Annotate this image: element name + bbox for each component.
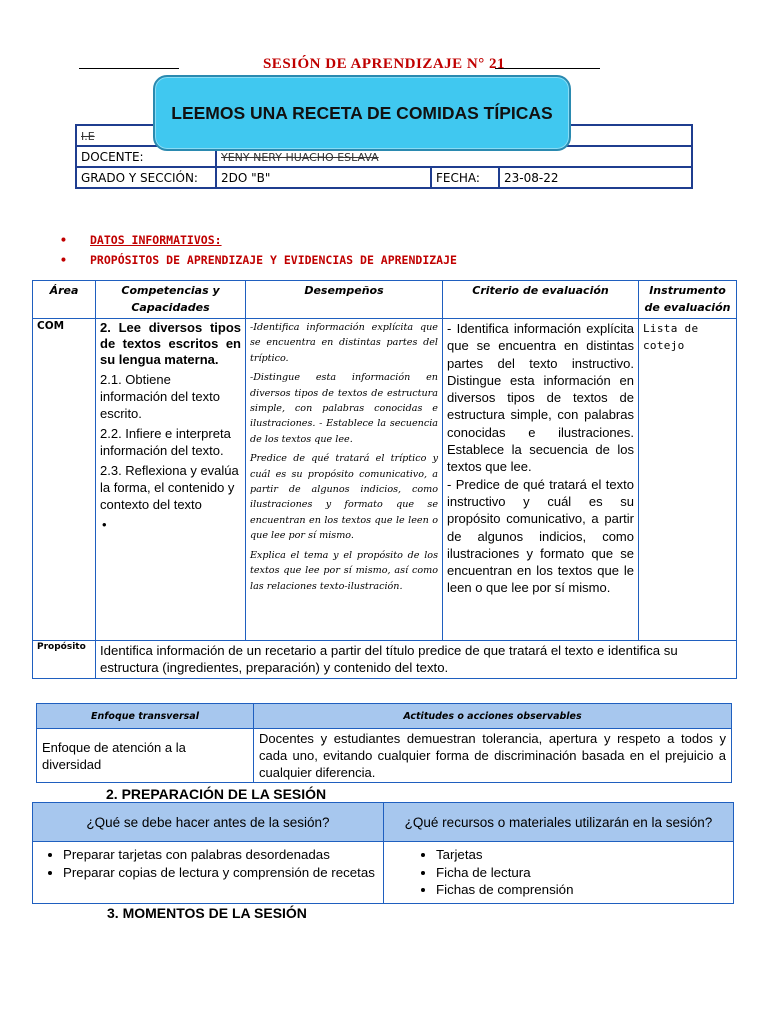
area-cell: COM (33, 319, 96, 641)
capacidad-2: 2.2. Infiere e interpreta información del texto. (100, 426, 231, 458)
grado-value: 2DO "B" (216, 167, 431, 188)
desempeno-2: -Distingue esta información en diversos tipos de textos de estructura simple, con palabras conocidas e ilustraciones. - Establece la secuencia de los textos que lee. (250, 372, 438, 445)
bullet-icon: • (60, 233, 67, 247)
header-desempenos: Desempeños (246, 281, 443, 319)
title-rule-left (79, 68, 179, 69)
preparacion-right-cell (384, 842, 734, 904)
propositos-header-row (33, 281, 737, 319)
desempeno-3: Predice de qué tratará el tríptico y cuál es su propósito comunicativo, a partir de algunos indicios, como ilustraciones y formato que se encuentran en los textos que le leen o que lee por sí mismo. (250, 453, 438, 542)
fecha-value: 23-08-22 (499, 167, 692, 188)
preparacion-header-right: ¿Qué recursos o materiales utilizarán en la sesión? (384, 803, 734, 842)
list-item: • Tarjetas (436, 846, 727, 864)
enfoque-header-row (37, 704, 732, 729)
session-title: SESIÓN DE APRENDIZAJE N° 21 (262, 56, 506, 72)
banner-title: LEEMOS UNA RECETA DE COMIDAS TÍPICAS (171, 102, 553, 123)
list-item: • Preparar copias de lectura y comprensión de recetas (63, 864, 377, 882)
info-row-grado (76, 167, 692, 188)
desempeno-4: Explica el tema y el propósito de los textos que lee por sí mismo, así como las relaciones texto-ilustración. (250, 549, 438, 592)
enfoque-table (36, 703, 732, 783)
desempenos-cell (246, 319, 443, 641)
criterio-1: - Identifica información explícita que se encuentra en distintas partes del texto instructivo. Distingue esta información en diversos tipos de textos de estructura simple, con palabras conocidas e ilustraciones. Establece la secuencia de los textos que lee. (447, 321, 634, 475)
desempeno-1: -Identifica información explícita que se encuentra en distintas partes del tríptico. (250, 322, 438, 364)
preparacion-body-row (33, 842, 734, 904)
enfoque-header-right: Actitudes o acciones observables (254, 704, 732, 729)
antes-list (39, 846, 377, 881)
section-bullets (60, 230, 457, 270)
competencias-cell (96, 319, 246, 641)
title-banner (153, 75, 571, 151)
preparacion-heading: 2. PREPARACIÓN DE LA SESIÓN (106, 786, 327, 802)
list-item: • Ficha de lectura (436, 864, 727, 882)
proposito-text: Identifica información de un recetario a partir del título predice de que tratará el texto e identifica su estructura (ingredientes, preparación) y contenido del texto. (96, 641, 737, 679)
competencia-title: 2. Lee diversos tipos de textos escritos en su lengua materna. (100, 320, 241, 367)
enfoque-header-left: Enfoque transversal (37, 704, 254, 729)
list-item: • Fichas de comprensión (436, 881, 727, 899)
header-instrumento: Instrumento de evaluación (639, 281, 737, 319)
momentos-heading: 3. MOMENTOS DE LA SESIÓN (107, 905, 307, 921)
fecha-label: FECHA: (431, 167, 499, 188)
grado-label: GRADO Y SECCIÓN: (76, 167, 216, 188)
capacidad-bullet: • (102, 517, 107, 532)
list-item: • Preparar tarjetas con palabras desordenadas (63, 846, 377, 864)
criterio-2: - Predice de qué tratará el texto instructivo y cuál es su propósito comunicativo, a partir de algunos indicios, como ilustraciones y formato que se encuentran en los textos que le leen o que lee por sí mismo. (447, 476, 634, 596)
enfoque-body-row (37, 729, 732, 783)
enfoque-left: Enfoque de atención a la diversidad (37, 729, 254, 783)
capacidad-3: 2.3. Reflexiona y evalúa la forma, el contenido y contexto del texto (100, 463, 239, 512)
preparacion-header-left: ¿Qué se debe hacer antes de la sesión? (33, 803, 384, 842)
capacidad-1: 2.1. Obtiene información del texto escrito. (100, 372, 220, 421)
preparacion-left-cell (33, 842, 384, 904)
recursos-list (390, 846, 727, 899)
title-rule-right (495, 68, 600, 69)
proposito-row (33, 641, 737, 679)
ie-label: I.E (81, 129, 95, 143)
header-competencias: Competencias y Capacidades (96, 281, 246, 319)
docente-label: DOCENTE: (76, 146, 216, 167)
preparacion-table (32, 802, 734, 904)
header-criterio: Criterio de evaluación (443, 281, 639, 319)
enfoque-right: Docentes y estudiantes demuestran tolerancia, apertura y respeto a todos y cada uno, evitando cualquier forma de discriminación basada en el prejuicio a cualquier diferencia. (254, 729, 732, 783)
instrumento-cell: Lista de cotejo (639, 319, 737, 641)
preparacion-header-row (33, 803, 734, 842)
header-area: Área (33, 281, 96, 319)
criterio-cell (443, 319, 639, 641)
proposito-label: Propósito (33, 641, 96, 679)
bullet-icon: • (60, 253, 67, 267)
propositos-table (32, 280, 737, 679)
docente-value: YENY NERY HUACHO ESLAVA (221, 150, 379, 164)
bullet-propositos: • PROPÓSITOS DE APRENDIZAJE Y EVIDENCIAS DE APRENDIZAJE (60, 250, 457, 270)
bullet-datos-informativos: • DATOS INFORMATIVOS: (60, 230, 457, 250)
propositos-body-row (33, 319, 737, 641)
